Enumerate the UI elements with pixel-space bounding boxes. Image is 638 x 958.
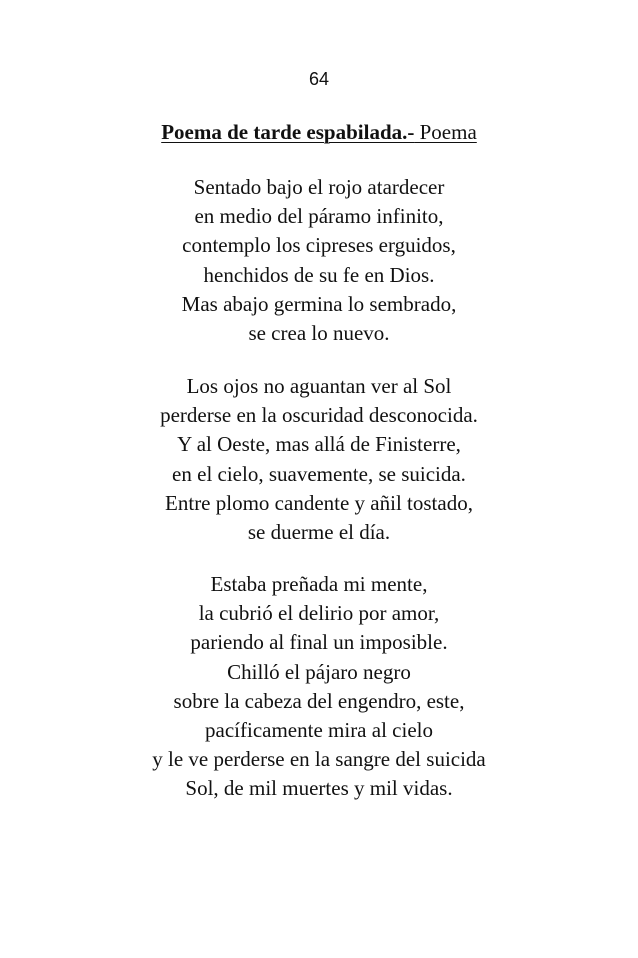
poem-line: Los ojos no aguantan ver al Sol — [186, 374, 452, 398]
page-number: 64 — [308, 69, 330, 89]
poem-line: henchidos de su fe en Dios. — [203, 262, 435, 287]
poem-line: contemplo los cipreses erguidos, — [182, 233, 456, 258]
poem-line: la cubrió el delirio por amor, — [198, 601, 440, 626]
poem-line: Chilló el pájaro negro — [227, 659, 411, 684]
poem-title-bold: Poema de tarde espabilada.- — [161, 120, 415, 144]
poem-line: Y al Oeste, mas allá de Finisterre, — [177, 432, 461, 457]
poem-line: se crea lo nuevo. — [248, 321, 390, 346]
poem-line: en medio del páramo infinito, — [194, 204, 444, 229]
poem-line: perderse en la oscuridad desconocida. — [160, 403, 478, 428]
poem-line: Sol, de mil muertes y mil vidas. — [185, 776, 453, 801]
poem-line: y le ve perderse en la sangre del suicida — [152, 747, 486, 772]
stanza-1 — [0, 173, 638, 348]
stanza-3 — [0, 570, 638, 804]
poem-line: pacíficamente mira al cielo — [205, 718, 433, 743]
poem-title — [0, 118, 638, 146]
poem-line: en el cielo, suavemente, se suicida. — [172, 461, 466, 486]
poem-line: pariendo al final un imposible. — [190, 630, 448, 655]
poem-line: Mas abajo germina lo sembrado, — [181, 291, 457, 316]
stanza-2 — [0, 372, 638, 547]
poem-line: Estaba preñada mi mente, — [210, 572, 428, 596]
poem-line: se duerme el día. — [247, 520, 391, 545]
poem-line: Entre plomo candente y añil tostado, — [165, 490, 473, 515]
poem-line: sobre la cabeza del engendro, este, — [173, 688, 465, 713]
poem-title-regular: Poema — [414, 120, 477, 144]
poem-line: Sentado bajo el rojo atardecer — [193, 175, 445, 199]
